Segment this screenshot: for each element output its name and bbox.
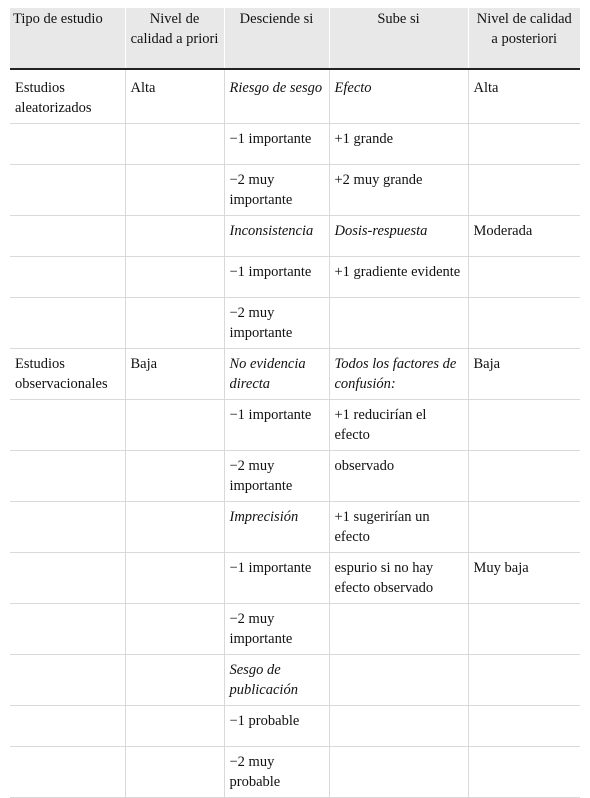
table-row: [10, 451, 580, 502]
study-type-cell: [10, 451, 125, 502]
study-type-cell: [10, 655, 125, 706]
posterior-quality-cell: [468, 257, 580, 298]
downgrade-cell: −2 muy importante: [224, 451, 329, 502]
downgrade-cell: −2 muy importante: [224, 604, 329, 655]
study-type-cell: [10, 257, 125, 298]
prior-quality-cell: [125, 216, 224, 257]
prior-quality-cell: [125, 257, 224, 298]
study-type-cell: [10, 747, 125, 798]
study-type-cell: [10, 553, 125, 604]
upgrade-cell: Dosis-respuesta: [329, 216, 468, 257]
header-prior-quality: Nivel de calidad a priori: [125, 8, 224, 69]
downgrade-cell: −1 importante: [224, 257, 329, 298]
table-row: [10, 257, 580, 298]
upgrade-cell: Efecto: [329, 69, 468, 124]
table-row: [10, 655, 580, 706]
downgrade-cell: −2 muy probable: [224, 747, 329, 798]
downgrade-cell: No evidencia directa: [224, 349, 329, 400]
upgrade-cell: [329, 604, 468, 655]
downgrade-cell: Riesgo de sesgo: [224, 69, 329, 124]
study-type-cell: [10, 706, 125, 747]
study-type-cell: [10, 400, 125, 451]
downgrade-cell: −1 probable: [224, 706, 329, 747]
upgrade-cell: [329, 747, 468, 798]
prior-quality-cell: [125, 124, 224, 165]
table-row: [10, 216, 580, 257]
prior-quality-cell: Alta: [125, 69, 224, 124]
table-row: [10, 747, 580, 798]
posterior-quality-cell: [468, 400, 580, 451]
posterior-quality-cell: [468, 502, 580, 553]
posterior-quality-cell: Moderada: [468, 216, 580, 257]
table-body: [10, 69, 580, 798]
posterior-quality-cell: [468, 604, 580, 655]
posterior-quality-cell: [468, 124, 580, 165]
upgrade-cell: +1 sugerirían un efecto: [329, 502, 468, 553]
upgrade-cell: +1 grande: [329, 124, 468, 165]
posterior-quality-cell: [468, 298, 580, 349]
header-posterior-quality: Nivel de calidad a posteriori: [468, 8, 580, 69]
upgrade-cell: [329, 655, 468, 706]
table-row: [10, 69, 580, 124]
prior-quality-cell: [125, 400, 224, 451]
header-downgrade: Desciende si: [224, 8, 329, 69]
upgrade-cell: Todos los factores de confusión:: [329, 349, 468, 400]
upgrade-cell: +1 reducirían el efecto: [329, 400, 468, 451]
study-type-cell: Estudios aleatorizados: [10, 69, 125, 124]
study-type-cell: Estudios observacionales: [10, 349, 125, 400]
study-type-cell: [10, 124, 125, 165]
downgrade-cell: −1 importante: [224, 400, 329, 451]
table-row: [10, 400, 580, 451]
downgrade-cell: −1 importante: [224, 124, 329, 165]
table-row: [10, 349, 580, 400]
posterior-quality-cell: Alta: [468, 69, 580, 124]
header-study-type: Tipo de estudio: [10, 8, 125, 69]
table-row: [10, 706, 580, 747]
header-upgrade: Sube si: [329, 8, 468, 69]
prior-quality-cell: [125, 553, 224, 604]
prior-quality-cell: [125, 747, 224, 798]
grade-quality-table: [10, 8, 580, 798]
upgrade-cell: espurio si no hay efecto observado: [329, 553, 468, 604]
prior-quality-cell: [125, 298, 224, 349]
prior-quality-cell: [125, 655, 224, 706]
posterior-quality-cell: [468, 706, 580, 747]
prior-quality-cell: [125, 706, 224, 747]
table-header: [10, 8, 580, 69]
posterior-quality-cell: [468, 747, 580, 798]
downgrade-cell: Imprecisión: [224, 502, 329, 553]
posterior-quality-cell: Muy baja: [468, 553, 580, 604]
posterior-quality-cell: [468, 165, 580, 216]
study-type-cell: [10, 298, 125, 349]
downgrade-cell: −1 importante: [224, 553, 329, 604]
header-row: [10, 8, 580, 69]
posterior-quality-cell: [468, 451, 580, 502]
downgrade-cell: −2 muy importante: [224, 165, 329, 216]
prior-quality-cell: Baja: [125, 349, 224, 400]
study-type-cell: [10, 165, 125, 216]
table-row: [10, 298, 580, 349]
posterior-quality-cell: [468, 655, 580, 706]
prior-quality-cell: [125, 604, 224, 655]
table-row: [10, 553, 580, 604]
study-type-cell: [10, 502, 125, 553]
upgrade-cell: observado: [329, 451, 468, 502]
upgrade-cell: +2 muy grande: [329, 165, 468, 216]
upgrade-cell: +1 gradiente evidente: [329, 257, 468, 298]
prior-quality-cell: [125, 502, 224, 553]
upgrade-cell: [329, 706, 468, 747]
downgrade-cell: −2 muy importante: [224, 298, 329, 349]
table-row: [10, 124, 580, 165]
posterior-quality-cell: Baja: [468, 349, 580, 400]
downgrade-cell: Inconsistencia: [224, 216, 329, 257]
table-row: [10, 502, 580, 553]
prior-quality-cell: [125, 451, 224, 502]
study-type-cell: [10, 216, 125, 257]
table-row: [10, 165, 580, 216]
prior-quality-cell: [125, 165, 224, 216]
table-row: [10, 604, 580, 655]
upgrade-cell: [329, 298, 468, 349]
study-type-cell: [10, 604, 125, 655]
downgrade-cell: Sesgo de publicación: [224, 655, 329, 706]
